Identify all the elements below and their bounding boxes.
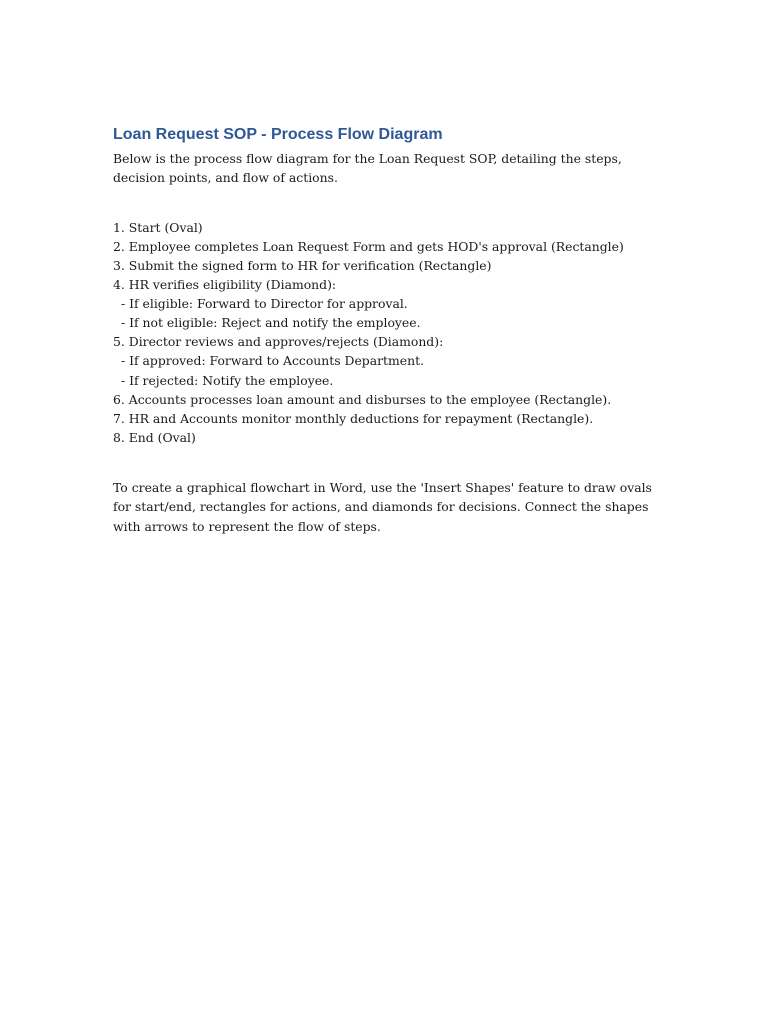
step-1-start: 1. Start (Oval): [113, 219, 203, 235]
step-7-monitor-deductions: 7. HR and Accounts monitor monthly deductions for repayment (Rectangle).: [113, 410, 594, 426]
step-3-submit-to-hr: 3. Submit the signed form to HR for verification (Rectangle): [113, 258, 492, 273]
document-body: [113, 124, 653, 536]
step-5-sub-rejected: - If rejected: Notify the employee.: [121, 372, 334, 388]
step-4-hr-verifies: 4. HR verifies eligibility (Diamond):: [113, 277, 337, 293]
step-8-end: 8. End (Oval): [113, 429, 196, 445]
step-4-sub-not-eligible: - If not eligible: Reject and notify the employee.: [121, 315, 421, 331]
step-4-sub-eligible: - If eligible: Forward to Director for approval.: [121, 296, 408, 312]
step-5-director-reviews: 5. Director reviews and approves/rejects (Diamond):: [113, 334, 444, 350]
step-5-sub-approved: - If approved: Forward to Accounts Department.: [121, 353, 425, 369]
step-6-accounts-disburse: 6. Accounts processes loan amount and disburses to the employee (Rectangle).: [113, 391, 612, 407]
intro-paragraph: Below is the process flow diagram for the Loan Request SOP, detailing the steps, decision points, and flow of actions.: [113, 151, 622, 186]
closing-paragraph: To create a graphical flowchart in Word, use the 'Insert Shapes' feature to draw ovals for start/end, rectangles for actions, and diamonds for decisions. Connect the shapes with arrows to represent the flow of steps.: [113, 479, 652, 534]
step-2-loan-form: 2. Employee completes Loan Request Form and gets HOD's approval (Rectangle): [113, 238, 624, 254]
document-title: Loan Request SOP - Process Flow Diagram: [113, 126, 443, 143]
process-steps-list: [113, 218, 653, 447]
